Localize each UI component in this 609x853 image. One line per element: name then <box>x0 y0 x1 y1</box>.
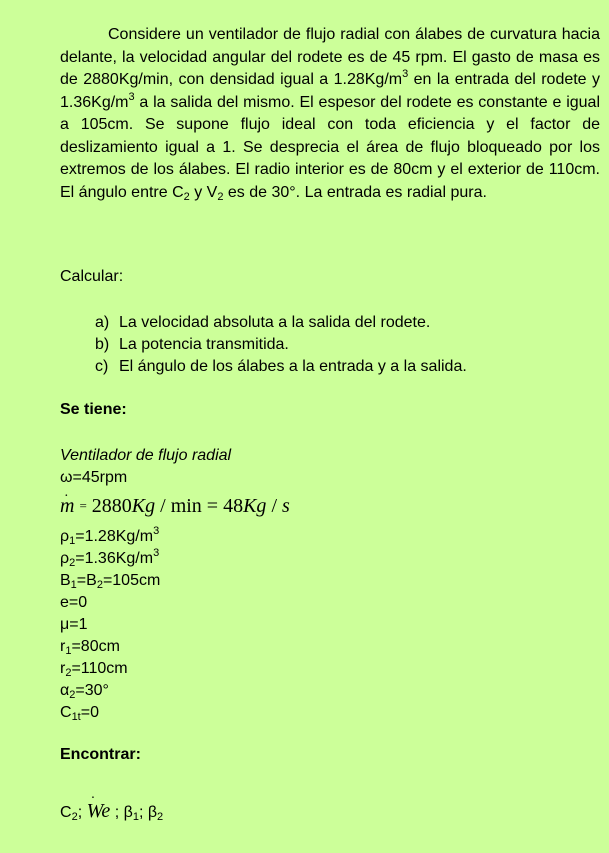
calcular-heading: Calcular: <box>60 268 124 285</box>
given-b: $B_1=B_2=105cm$ <box>60 572 161 591</box>
find-list: $C_2$; · We ; $\beta_1$; $\beta_2$ <box>60 800 163 824</box>
given-r1: $r_1=80cm$ <box>60 638 120 657</box>
work-symbol: · We <box>87 800 111 822</box>
given-omega: ω=45rpm <box>60 469 128 486</box>
given-c1t: $C_{1t}=0$ <box>60 704 99 723</box>
given-alpha: $\alpha_2=30^\circ$ <box>60 682 109 701</box>
given-mu: μ=1 <box>60 616 88 633</box>
given-r2: $r_2=110cm$ <box>60 660 128 679</box>
given-e: e=0 <box>60 594 88 611</box>
given-rho1: $\rho_1=1.28Kg/m^3$ <box>60 525 160 547</box>
list-item: c) El ángulo de los álabes a la entrada y a la salida. <box>95 358 467 375</box>
given-rho2: $\rho_2=1.36Kg/m^3$ <box>60 547 160 569</box>
list-item: a) La velocidad absoluta a la salida del rodete. <box>95 314 431 331</box>
mass-flow-formula: · m = 2880Kg / min = 48Kg / s <box>60 492 290 520</box>
list-item: b) La potencia transmitida. <box>95 336 289 353</box>
problem-statement: Considere un ventilador de flujo radial con álabes de curvatura hacia delante, la velocidad angular del rodete es de 45 rpm. El gasto de masa es de 2880Kg/min, con densidad igual a $1.28Kg/m^3$ en la entrada del rodete y $1.36Kg/m^3$ a la salida del mismo. El espesor del rodete es constante e igual a 105cm. Se supone flujo ideal con toda eficiencia y el factor de deslizamiento igual a 1. Se desprecia el área de flujo bloqueado por los extremos de los álabes. El radio interior es de 80cm y el exterior de 110cm. El ángulo entre $C_2$ y $V_2$ es de 30°. La entrada es radial pura. <box>60 26 601 203</box>
se-tiene-heading: Se tiene: <box>60 401 127 418</box>
given-title: Ventilador de flujo radial <box>60 447 232 464</box>
encontrar-heading: Encontrar: <box>60 746 141 763</box>
task-list <box>95 312 467 378</box>
